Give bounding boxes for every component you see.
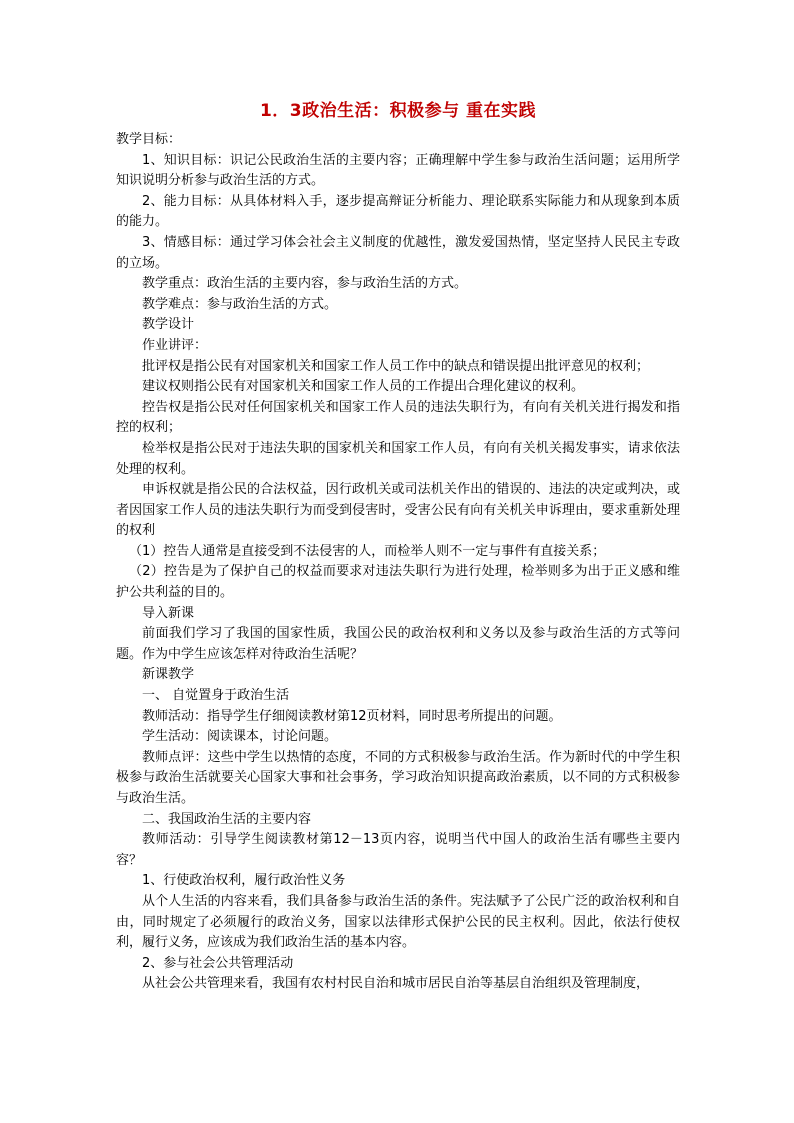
- paragraph: 从个人生活的内容来看，我们具备参与政治生活的条件。宪法赋予了公民广泛的政治权利和自由，同时规定了必须履行的政治义务，国家以法律形式保护公民的民主权利。因此，依法行使权利，履行义务，应该成为我们政治生活的基本内容。: [116, 893, 680, 951]
- paragraph: 2、参与社会公共管理活动: [142, 955, 294, 971]
- paragraph: 教学设计: [142, 317, 195, 333]
- paragraph: 一、 自觉置身于政治生活: [142, 688, 290, 704]
- paragraph: 批评权是指公民有对国家机关和国家工作人员工作中的缺点和错误提出批评意见的权利；: [142, 358, 650, 374]
- paragraph: 教学目标：: [116, 132, 182, 147]
- paragraph: 建议权则指公民有对国家机关和国家工作人员的工作提出合理化建议的权利。: [142, 379, 585, 395]
- paragraph: 导入新课: [142, 605, 195, 621]
- paragraph: 新课教学: [142, 667, 195, 683]
- paragraph: 二、我国政治生活的主要内容: [142, 811, 312, 827]
- paragraph: 2、能力目标：从具体材料入手，逐步提高辩证分析能力、理论联系实际能力和从现象到本质的能力。: [116, 193, 680, 230]
- paragraph: 教师活动：引导学生阅读教材第12－13页内容，说明当代中国人的政治生活有哪些主要内容？: [116, 832, 680, 868]
- paragraph: 前面我们学习了我国的国家性质，我国公民的政治权利和义务以及参与政治生活的方式等问题。作为中学生应该怎样对待政治生活呢？: [116, 626, 680, 662]
- paragraph: 教学难点：参与政治生活的方式。: [142, 296, 338, 312]
- paragraph: 教师活动：指导学生仔细阅读教材第12页材料，同时思考所提出的问题。: [142, 708, 562, 724]
- paragraph: 从社会公共管理来看，我国有农村村民自治和城市居民自治等基层自治组织及管理制度，: [142, 976, 650, 992]
- paragraph: 3、情感目标：通过学习体会社会主义制度的优越性，激发爱国热情，坚定坚持人民民主专政的立场。: [116, 234, 680, 271]
- paragraph: （2）控告是为了保护自己的权益而要求对违法失职行为进行处理，检举则多为出于正义感和维护公共利益的目的。: [116, 564, 680, 601]
- paragraph: 作业讲评：: [142, 337, 208, 353]
- paragraph: 教学重点：政治生活的主要内容，参与政治生活的方式。: [142, 276, 468, 292]
- paragraph: 1、行使政治权利，履行政治性义务: [142, 873, 346, 889]
- paragraph: 检举权是指公民对于违法失职的国家机关和国家工作人员，有向有关机关揭发事实，请求依法处理的权利。: [116, 440, 680, 477]
- paragraph: 控告权是指公民对任何国家机关和国家工作人员的违法失职行为，有向有关机关进行揭发和指控的权利；: [116, 399, 680, 436]
- paragraph: 申诉权就是指公民的合法权益，因行政机关或司法机关作出的错误的、违法的决定或判决，或者因国家工作人员的违法失职行为而受到侵害时，受害公民有向有关机关申诉理由，要求重新处理的权利: [116, 482, 680, 539]
- document-page: [116, 100, 680, 995]
- paragraph: 学生活动：阅读课本，讨论问题。: [142, 729, 338, 745]
- paragraph: 1、知识目标：识记公民政治生活的主要内容；正确理解中学生参与政治生活问题；运用所学知识说明分析参与政治生活的方式。: [116, 152, 680, 189]
- paragraph: （1）控告人通常是直接受到不法侵害的人，而检举人则不一定与事件有直接关系；: [129, 543, 606, 559]
- paragraph: 教师点评：这些中学生以热情的态度，不同的方式积极参与政治生活。作为新时代的中学生积极参与政治生活就要关心国家大事和社会事务，学习政治知识提高政治素质，以不同的方式积极参与政治生活。: [116, 749, 680, 806]
- document-body: [116, 130, 680, 995]
- document-title: 1．3政治生活：积极参与 重在实践: [259, 101, 537, 121]
